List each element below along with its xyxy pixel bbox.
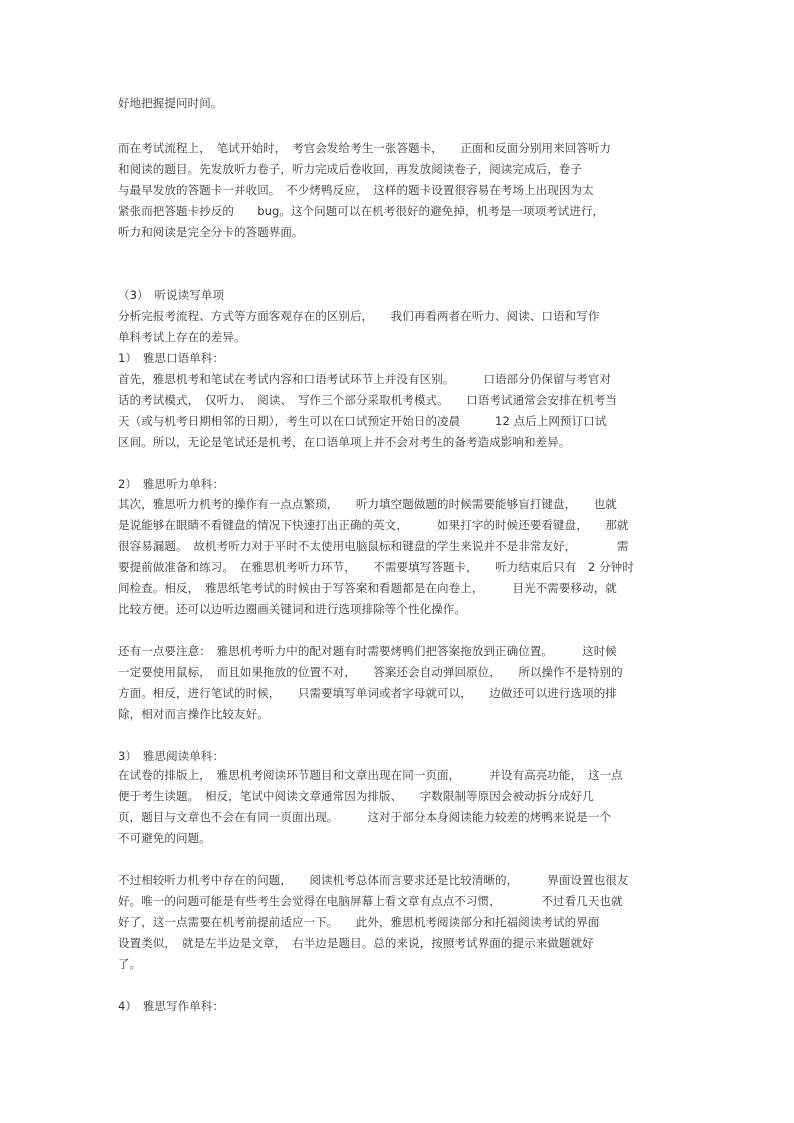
text-line: 不过相较听力机考中存在的问题， 阅读机考总体而言要求还是比较清晰的， 界面设置也很友 xyxy=(118,873,629,887)
text-line: 和阅读的题目。先发放听力卷子，听力完成后卷收回，再发放阅读卷子，阅读完成后，卷子 xyxy=(118,162,582,176)
text-line: 首先，雅思机考和笔试在考试内容和口语考试环节上并没有区别。 口语部分仍保留与考官对 xyxy=(118,372,612,386)
text-line: 很容易漏题。 故机考听力对于平时不太使用电脑鼠标和键盘的学生来说并不是非常友好， 需 xyxy=(118,539,629,553)
text-line: 一定要使用鼠标， 而且如果拖放的位置不对， 答案还会自动弹回原位， 所以操作不是特别的 xyxy=(118,665,623,679)
text-line: 紧张而把答题卡抄反的 bug。这个问题可以在机考很好的避免掉，机考是一项项考试进行， xyxy=(118,204,605,218)
text-line: 除，相对而言操作比较友好。 xyxy=(118,707,269,721)
text-line: 而在考试流程上， 笔试开始时， 考官会发给考生一张答题卡， 正面和反面分别用来回答听力 xyxy=(118,141,612,155)
text-line: 比较方便。还可以边听边圈画关键词和进行选项排除等个性化操作。 xyxy=(118,602,466,616)
text-line: 页，题目与文章也不会在有同一页面出现。 这对于部分本身阅读能力较差的烤鸭来说是一个 xyxy=(118,810,612,824)
text-line: 好了，这一点需要在机考前提前适应一下。 此外，雅思机考阅读部分和托福阅读考试的界面 xyxy=(118,915,600,929)
text-line: 好。唯一的问题可能是有些考生会觉得在电脑屏幕上看文章有点点不习惯， 不过看几天也就 xyxy=(118,894,623,908)
text-line: 听力和阅读是完全分卡的答题界面。 xyxy=(118,225,304,239)
text-line: 好地把握提问时间。 xyxy=(118,96,223,110)
text-line: 方面。相反，进行笔试的时候， 只需要填写单词或者字母就可以， 边做还可以进行选项的排 xyxy=(118,686,617,700)
text-line: 是说能够在眼睛不看键盘的情况下快速打出正确的英文， 如果打字的时候还要看键盘， 那就 xyxy=(118,518,629,532)
text-line: 单科考试上存在的差异。 xyxy=(118,330,246,344)
text-line: 在试卷的排版上， 雅思机考阅读环节题目和文章出现在同一页面， 并设有高亮功能， 这一点 xyxy=(118,768,623,782)
text-line: 与最早发放的答题卡一并收回。 不少烤鸭反应， 这样的题卡设置很容易在考场上出现因为太 xyxy=(118,183,594,197)
text-line: 设置类似， 就是左半边是文章， 右半边是题目。总的来说，按照考试界面的提示来做题就好 xyxy=(118,936,594,950)
text-line: 不可避免的问题。 xyxy=(118,831,211,845)
text-line: 其次，雅思听力机考的操作有一点点繁琐， 听力填空题做题的时候需要能够盲打键盘， 也就 xyxy=(118,497,617,511)
section-heading: （3） 听说读写单项 xyxy=(118,288,225,302)
text-line: 间检查。相反， 雅思纸笔考试的时候由于写答案和看题都是在向卷上， 目光不需要移动，就 xyxy=(118,581,617,595)
text-line: 分析完报考流程、方式等方面客观存在的区别后， 我们再看两者在听力、阅读、口语和写作 xyxy=(118,309,600,323)
text-line: 了。 xyxy=(118,957,142,971)
text-line: 区间。所以，无论是笔试还是机考，在口语单项上并不会对考生的备考造成影响和差异。 xyxy=(118,435,571,449)
text-line: 天（或与机考日期相邻的日期），考生可以在口试预定开始日的凌晨 12 点后上网预订口试 xyxy=(118,414,607,428)
subsection-heading: 2） 雅思听力单科： xyxy=(118,477,225,491)
subsection-heading: 1） 雅思口语单科： xyxy=(118,351,225,365)
subsection-heading: 3） 雅思阅读单科： xyxy=(118,749,225,763)
text-line: 要提前做准备和练习。 在雅思机考听力环节， 不需要填写答题卡， 听力结束后只有 2 分钟时 xyxy=(118,560,634,574)
text-line: 还有一点要注意： 雅思机考听力中的配对题有时需要烤鸭们把答案拖放到正确位置。 这时候 xyxy=(118,644,617,658)
subsection-heading: 4） 雅思写作单科： xyxy=(118,999,225,1013)
text-line: 话的考试模式， 仅听力、 阅读、 写作三个部分采取机考模式。 口语考试通常会安排在机考当 xyxy=(118,393,617,407)
text-line: 便于考生读题。 相反，笔试中阅读文章通常因为排版、 字数限制等原因会被动拆分成好几 xyxy=(118,789,594,803)
